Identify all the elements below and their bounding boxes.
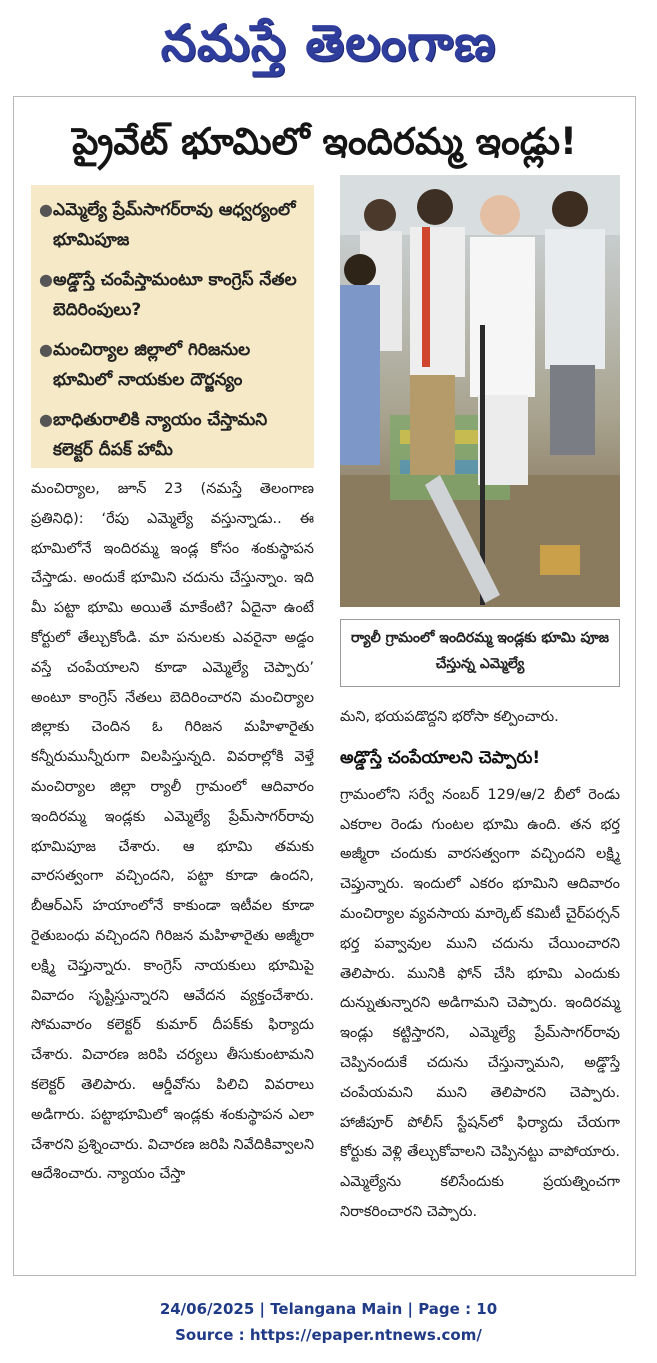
article-frame (13, 96, 636, 1276)
section-subheading: అడ్డొస్తే చంపేయాలని చెప్పారు! (340, 747, 541, 768)
highlight-item (39, 265, 306, 325)
highlights-box (31, 185, 314, 468)
bullet-icon: ● (39, 200, 53, 219)
photo-caption: ర్యాలీ గ్రామంలో ఇందిరమ్మ ఇండ్లకు భూమి పూజ చేస్తున్న ఎమ్మెల్యే (340, 619, 620, 687)
right-column (340, 703, 620, 1228)
right-column-body-text: గ్రామంలోని సర్వే నంబర్ 129/ఆ/2 బీలో రెండు ఎకరాల రెండు గుంటల భూమి ఉంది. తన భర్త అజ్మీరా చందుకు వారసత్వంగా వచ్చిందని లక్ష్మి చెప్తున్నారు. ఇందులో ఎకరం భూమిని ఆదివారం మంచిర్యాల వ్యవసాయ మార్కెట్ కమిటీ చైర్‌పర్సన్ భర్త పవ్వావుల ముని చదును చేయించారని తెలిపారు. మునికి ఫోన్ చేసి భూమి ఎందుకు దున్నుతున్నారని అడిగామని చెప్పారు. ఇందిరమ్మ ఇండ్లు కట్టిస్తారని, ఎమ్మెల్యే ప్రేమ్‌సాగర్‌రావు చెప్పినందుకే చదును చేస్తున్నామని, అడ్డొస్తే చంపేయమని ముని తెలిపారని చెప్పారు. హాజీపూర్ పోలీస్ స్టేషన్‌లో ఫిర్యాదు చేయగా కోర్టుకు వెళ్లి తేల్చుకోవాలని చెప్పినట్టు వాపోయారు. ఎమ్మెల్యేను కలిసేందుకు ప్రయత్నించగా నిరాకరించారని చెప్పారు. (340, 786, 620, 1220)
highlight-text: ఎమ్మెల్యే ప్రేమ్‌సాగర్‌రావు ఆధ్వర్యంలో భూమిపూజ (53, 200, 296, 250)
left-column-text: మంచిర్యాల, జూన్ 23 (నమస్తే తెలంగాణ ప్రతినిధి): ‘రేపు ఎమ్మెల్యే వస్తున్నాడు.. ఈ భూమిలోనే ఇందిరమ్మ ఇండ్ల కోసం శంకుస్థాపన చేస్తాడు. అందుకే భూమిని చదును చేస్తున్నాం. ఇది మీ పట్టా భూమి అయితే మాకేంటి? ఏదైనా ఉంటే కోర్టులో తేల్చుకోండి. మా పనులకు ఎవరైనా అడ్డం వస్తే చంపేయాలని కూడా ఎమ్మెల్యే చెప్పారు’ అంటూ కాంగ్రెస్ నేతలు బెదిరించారని మంచిర్యాల జిల్లాకు చెందిన ఓ గిరిజన మహిళారైతు కన్నీరుమున్నీరుగా విలపిస్తున్నది. వివరాల్లోకి వెళ్తే మంచిర్యాల జిల్లా ర్యాలీ గ్రామంలో ఆదివారం ఇందిరమ్మ ఇండ్లకు ఎమ్మెల్యే ప్రేమ్‌సాగర్‌రావు భూమిపూజ చేశారు. ఆ భూమి తమకు వారసత్వంగా వచ్చిందని, పట్టా కూడా ఉందని, బీఆర్‌ఎస్ హయాంలోనే కాకుండా ఇటీవల కూడా రైతుబంధు వచ్చిందని గిరిజన మహిళారైతు అజ్మీరా లక్ష్మి చెప్తున్నారు. కాంగ్రెస్ నాయకులు భూమిపై వివాదం సృష్టిస్తున్నారని ఆవేదన వ్యక్తంచేశారు. సోమవారం కలెక్టర్ కుమార్ దీపక్‌కు ఫిర్యాదు చేశారు. విచారణ జరిపి చర్యలు తీసుకుంటామని కలెక్టర్ తెలిపారు. ఆర్డీవోను పిలిచి వివరాలు అడిగారు. పట్టాభూమిలో ఇండ్లకు శంకుస్థాపన ఎలా చేశారని ప్రశ్నించారు. విచారణ జరిపి నివేదికివ్వాలని ఆదేశించారు. న్యాయం చేస్తా (31, 481, 314, 1183)
highlight-text: మంచిర్యాల జిల్లాలో గిరిజనుల భూమిలో నాయకుల దౌర్జన్యం (53, 340, 251, 390)
highlight-item (39, 195, 306, 255)
bullet-icon: ● (39, 270, 53, 289)
article-headline: ప్రైవేట్ భూమిలో ఇందిరమ్మ ఇండ్లు! (72, 120, 577, 163)
bullet-icon: ● (39, 340, 53, 359)
bullet-icon: ● (39, 410, 53, 429)
highlight-text: బాధితురాలికి న్యాయం చేస్తామని కలెక్టర్ దీపక్ హామీ (53, 410, 268, 460)
article-photo (340, 175, 620, 607)
highlight-text: అడ్డొస్తే చంపేస్తామంటూ కాంగ్రెస్ నేతల బెదిరింపులు? (53, 270, 297, 320)
footer-source: Source : https://epaper.ntnews.com/ (175, 1326, 482, 1344)
highlight-item (39, 405, 306, 465)
masthead (0, 0, 657, 95)
highlight-item (39, 335, 306, 395)
page-footer (0, 1296, 657, 1348)
left-column (31, 475, 314, 1190)
right-column-top-text: మని, భయపడొద్దని భరోసా కల్పించారు. (340, 709, 559, 725)
photo-illustration (340, 175, 620, 607)
newspaper-title: నమస్తే తెలంగాణ (160, 13, 497, 72)
footer-date-page: 24/06/2025 | Telangana Main | Page : 10 (159, 1300, 498, 1318)
